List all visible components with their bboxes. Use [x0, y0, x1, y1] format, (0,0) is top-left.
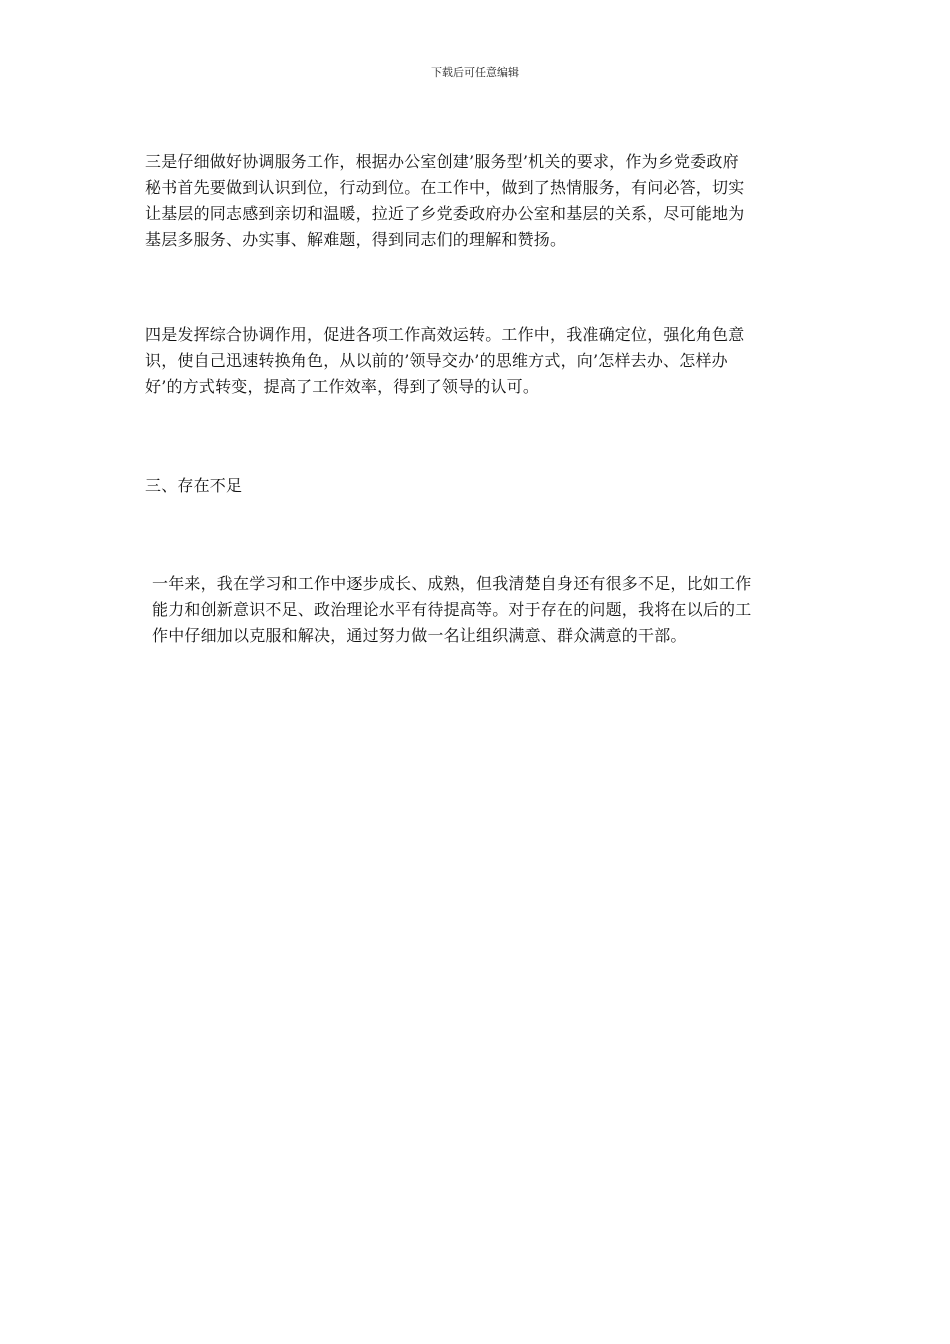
text-line: 一年来，我在学习和工作中逐步成长、成熟，但我清楚自身还有很多不足，比如工作 — [152, 574, 752, 593]
text-line: 让基层的同志感到亲切和温暖，拉近了乡党委政府办公室和基层的关系，尽可能地为 — [145, 204, 745, 223]
text-line: 识，使自己迅速转换角色，从以前的’领导交办’的思维方式，向’怎样去办、怎样办 — [145, 351, 728, 370]
text-line: 三是仔细做好协调服务工作，根据办公室创建’服务型’机关的要求，作为乡党委政府 — [145, 152, 739, 171]
text-line: 能力和创新意识不足、政治理论水平有待提高等。对于存在的问题，我将在以后的工 — [152, 600, 752, 619]
paragraph-coordination-service — [145, 149, 807, 253]
paragraph-shortcomings — [152, 571, 812, 649]
text-line: 秘书首先要做到认识到位，行动到位。在工作中，做到了热情服务，有问必答，切实 — [145, 178, 745, 197]
text-line: 基层多服务、办实事、解难题，得到同志们的理解和赞扬。 — [145, 230, 567, 249]
page-header: 下载后可任意编辑 — [431, 66, 519, 79]
paragraph-comprehensive-coordination — [145, 322, 807, 400]
text-line: 作中仔细加以克服和解决，通过努力做一名让组织满意、群众满意的干部。 — [152, 626, 687, 645]
text-line: 四是发挥综合协调作用，促进各项工作高效运转。工作中，我准确定位，强化角色意 — [145, 325, 745, 344]
text-line: 好’的方式转变，提高了工作效率，得到了领导的认可。 — [145, 377, 540, 396]
section-heading: 三、存在不足 — [145, 476, 243, 495]
